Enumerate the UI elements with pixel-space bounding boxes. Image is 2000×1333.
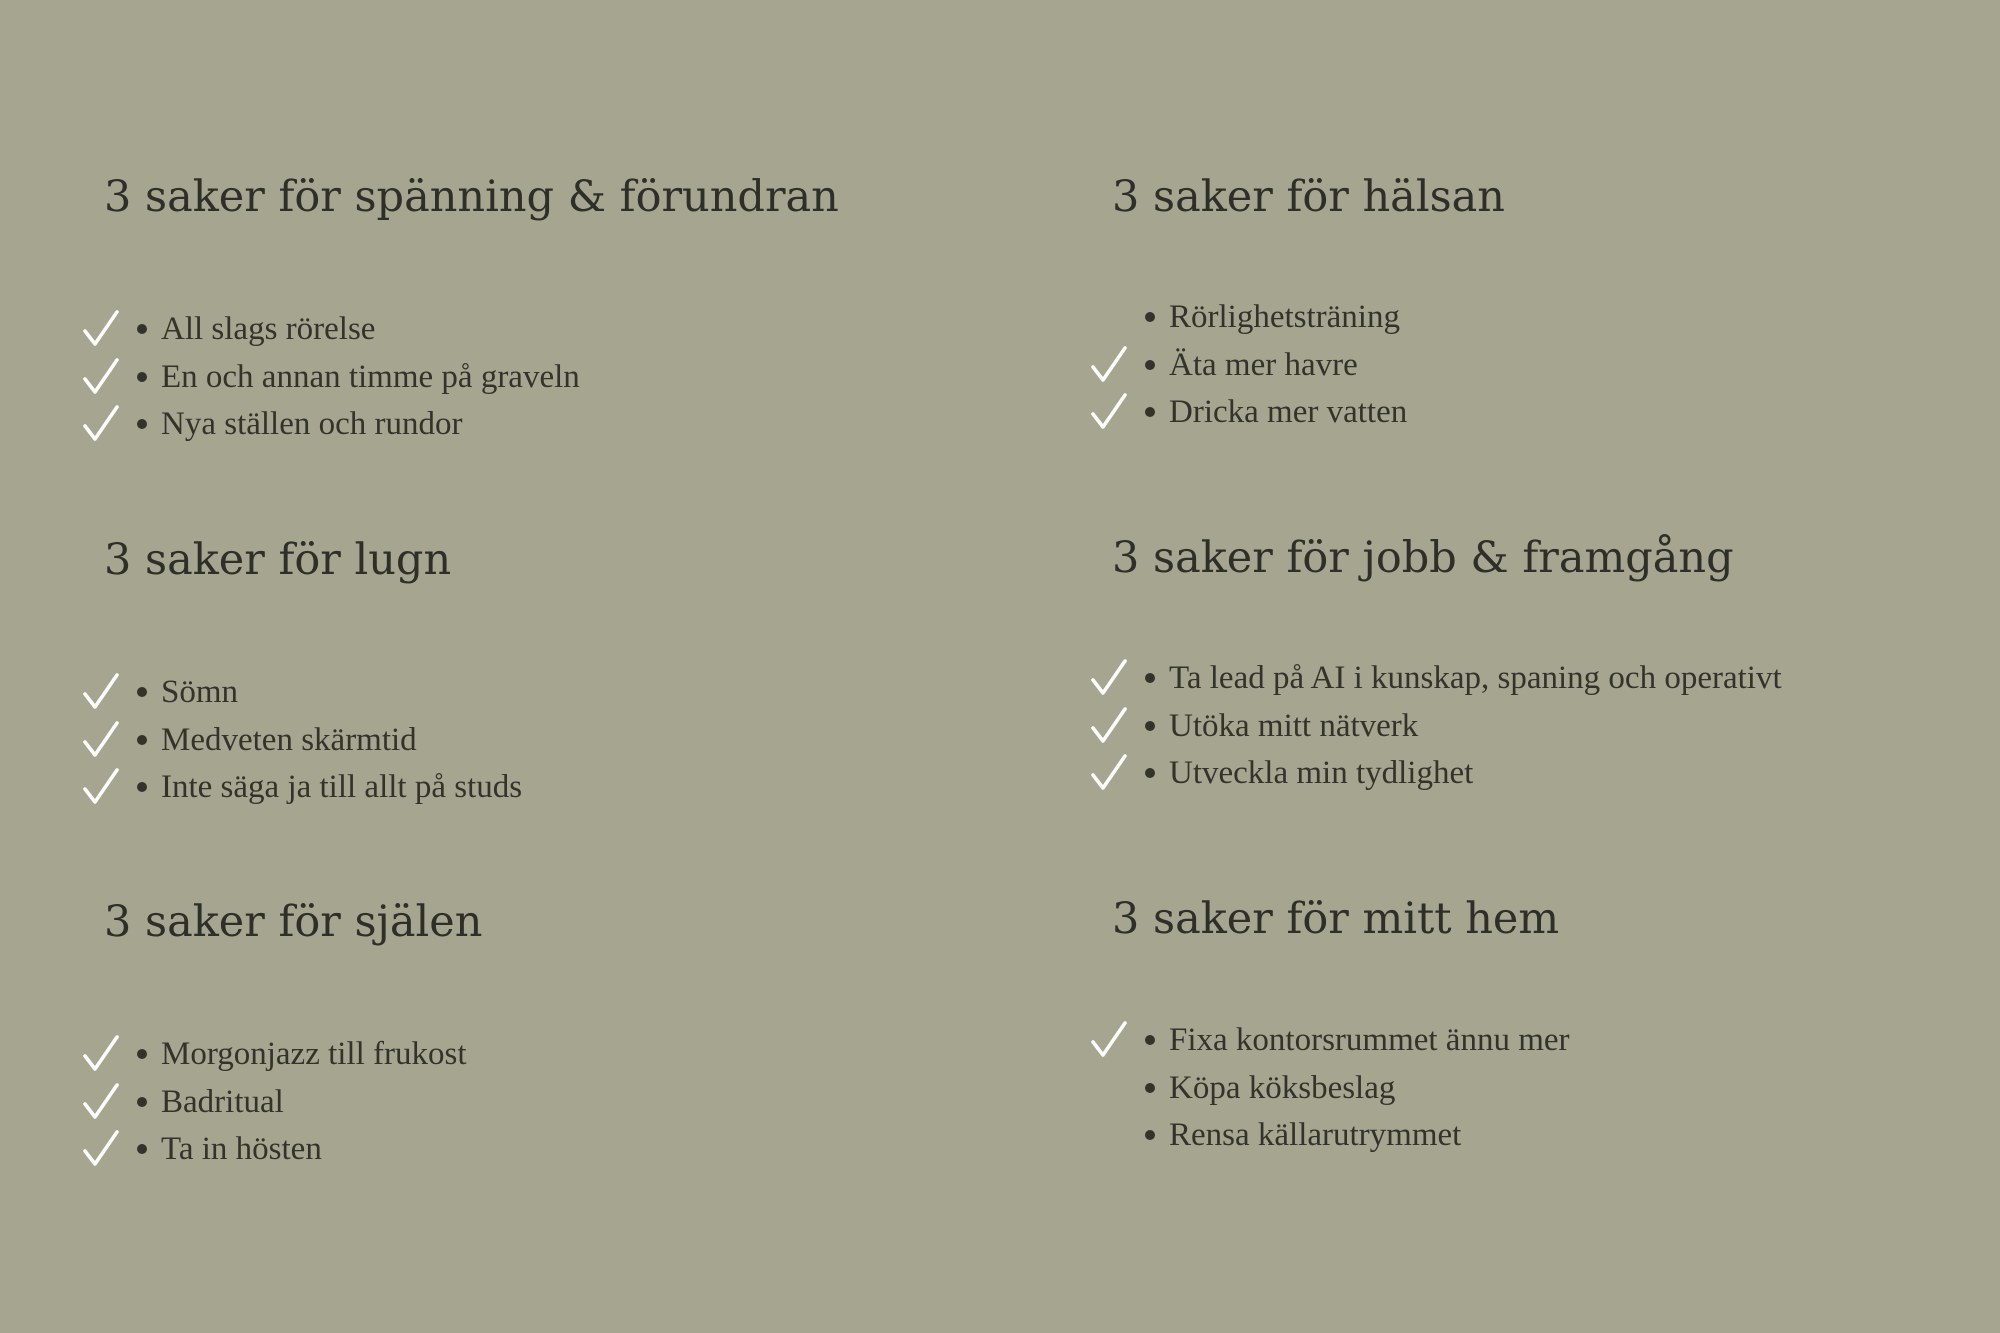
list-item-text: Badritual — [161, 1083, 284, 1120]
list-item-text: Köpa köksbeslag — [1169, 1069, 1396, 1106]
checkmark-icon — [82, 718, 120, 762]
section-title: 3 saker för lugn — [104, 535, 452, 585]
list-item-text: Utöka mitt nätverk — [1169, 707, 1419, 744]
list-item-text: Ta lead på AI i kunskap, spaning och operativt — [1169, 660, 1782, 696]
list-item-text: Dricka mer vatten — [1169, 394, 1408, 430]
bullet-icon — [137, 372, 147, 382]
checkmark-icon — [1090, 343, 1128, 387]
bullet-icon — [137, 324, 147, 334]
list-item-text: Utveckla min tydlighet — [1169, 755, 1474, 791]
checkmark-icon — [82, 307, 120, 351]
list-item-text: Medveten skärmtid — [161, 721, 417, 758]
bullet-icon — [1145, 1035, 1155, 1045]
section-title: 3 saker för spänning & förundran — [104, 172, 839, 222]
checkmark-icon — [1090, 1018, 1128, 1062]
checkmark-icon — [82, 670, 120, 714]
list-item-text: Äta mer havre — [1169, 346, 1358, 383]
checkmark-icon — [82, 1127, 120, 1171]
checkmark-icon — [1090, 704, 1128, 748]
list-item-text: En och annan timme på graveln — [161, 358, 580, 395]
section-title: 3 saker för själen — [104, 897, 483, 947]
bullet-icon — [137, 419, 147, 429]
bullet-icon — [137, 735, 147, 745]
bullet-icon — [1145, 768, 1155, 778]
bullet-icon — [1145, 1130, 1155, 1140]
bullet-icon — [137, 1049, 147, 1059]
checkmark-icon — [82, 1080, 120, 1124]
checkmark-icon — [1090, 390, 1128, 434]
checkmark-icon — [82, 355, 120, 399]
list-item-text: Morgonjazz till frukost — [161, 1036, 467, 1072]
bullet-icon — [137, 687, 147, 697]
bullet-icon — [137, 1144, 147, 1154]
list-item-text: Nya ställen och rundor — [161, 406, 463, 442]
list-item-text: All slags rörelse — [161, 311, 376, 347]
bullet-icon — [1145, 673, 1155, 683]
bullet-icon — [1145, 360, 1155, 370]
bullet-icon — [1145, 721, 1155, 731]
checkmark-icon — [1090, 656, 1128, 700]
checkmark-icon — [82, 765, 120, 809]
bullet-icon — [1145, 407, 1155, 417]
bullet-icon — [137, 1097, 147, 1107]
section-title: 3 saker för hälsan — [1112, 172, 1505, 222]
list-item-text: Rörlighetsträning — [1169, 299, 1400, 335]
section-title: 3 saker för mitt hem — [1112, 894, 1560, 944]
list-item-text: Inte säga ja till allt på studs — [161, 769, 523, 805]
list-item-text: Ta in hösten — [161, 1131, 322, 1167]
list-item-text: Sömn — [161, 674, 239, 710]
checkmark-icon — [1090, 751, 1128, 795]
section-title: 3 saker för jobb & framgång — [1112, 533, 1734, 583]
list-item-text: Rensa källarutrymmet — [1169, 1117, 1462, 1153]
checkmark-icon — [82, 1032, 120, 1076]
bullet-icon — [1145, 1083, 1155, 1093]
bullet-icon — [137, 782, 147, 792]
bullet-icon — [1145, 312, 1155, 322]
checkmark-icon — [82, 402, 120, 446]
list-item-text: Fixa kontorsrummet ännu mer — [1169, 1022, 1570, 1058]
